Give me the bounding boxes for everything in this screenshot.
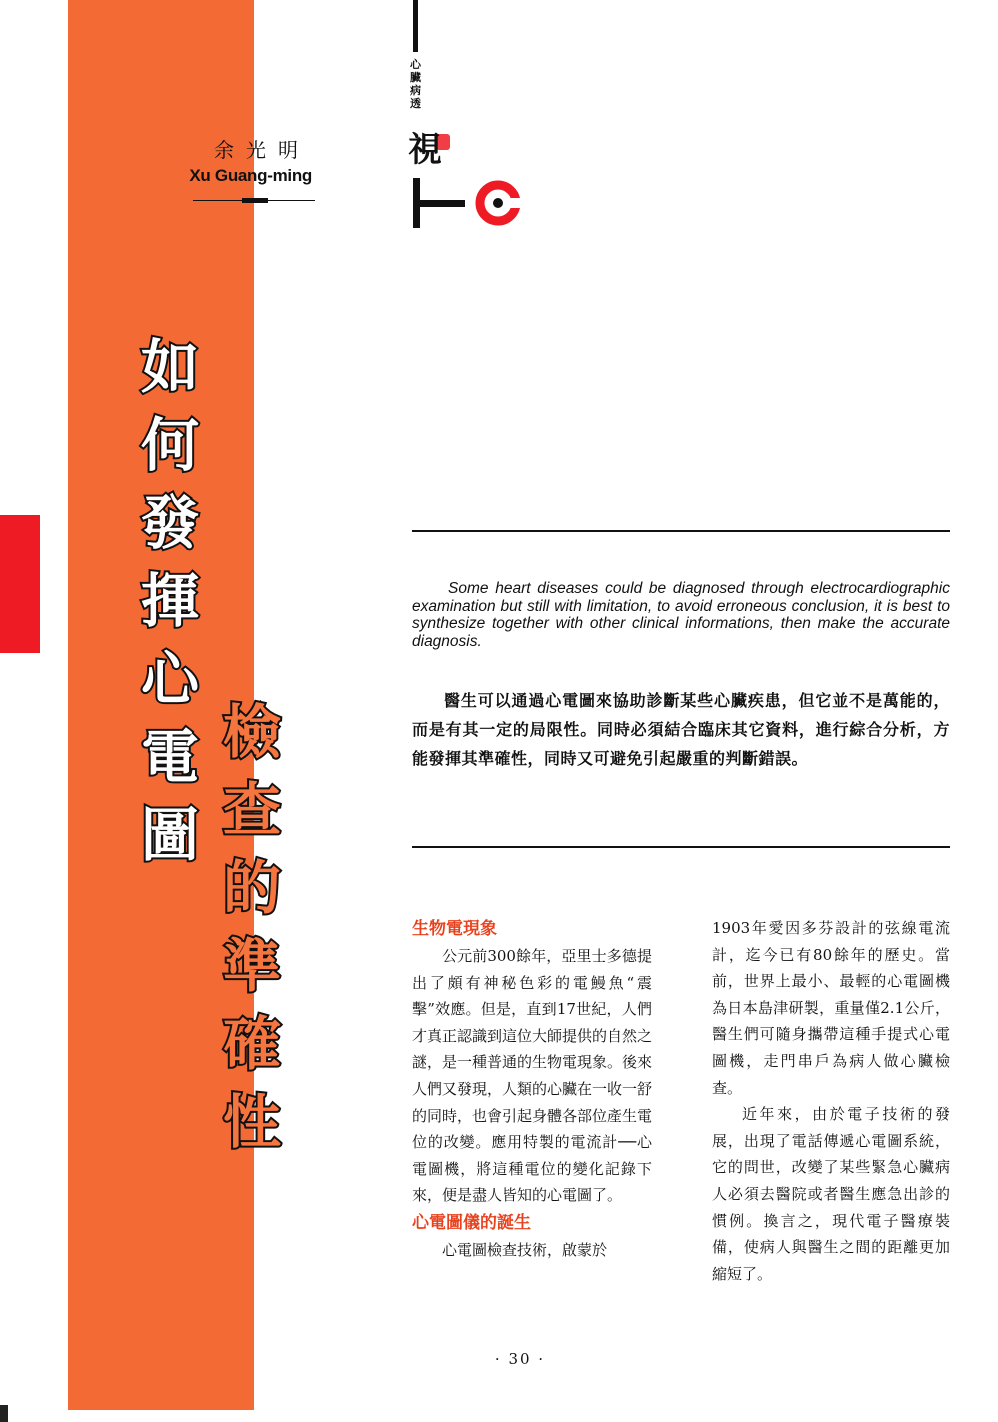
body-column-right bbox=[712, 915, 950, 1287]
title-char: 心 bbox=[140, 645, 199, 713]
hc-logo-icon bbox=[410, 178, 520, 228]
title-char: 確 bbox=[222, 1010, 281, 1078]
title-char: 揮 bbox=[140, 567, 199, 635]
title-char: 發 bbox=[140, 489, 199, 557]
title-char: 的 bbox=[222, 854, 281, 922]
column-logo-bar bbox=[413, 0, 418, 52]
title-char: 性 bbox=[222, 1088, 281, 1156]
title-char: 檢 bbox=[222, 698, 281, 766]
body-column-left bbox=[412, 915, 652, 1264]
section-paragraph: 近年來，由於電子技術的發展，出現了電話傳遞心電圖系統，它的問世，改變了某些緊急心臟病人必須去醫院或者醫生應急出診的慣例。換言之，現代電子醫療裝備，使病人與醫生之間的距離更加縮短了。 bbox=[712, 1105, 950, 1283]
section-paragraph: 公元前300餘年，亞里士多德提出了頗有神秘色彩的電鰻魚“震擊”效應。但是，直到17世紀，人們才真正認識到這位大師提供的自然之謎，是一種普通的生物電現象。後來人們又發現，人類的心臟在一收一舒的同時，也會引起身體各部位產生電位的改變。應用特製的電流計──心電圖機，將這種電位的變化記錄下來，便是盡人皆知的心電圖了。 bbox=[412, 947, 653, 1205]
page-edge-mark bbox=[0, 1405, 8, 1422]
section-paragraph: 心電圖檢查技術，啟蒙於 bbox=[442, 1240, 608, 1259]
author-name-english: Xu Guang-ming bbox=[189, 166, 312, 185]
abstract-english: Some heart diseases could be diagnosed through electrocardiographic examination but still with limitation, to avoid erroneous conclusion, it is best to synthesize together with other clinical informations, then make the accurate diagnosis. bbox=[412, 580, 950, 650]
column-name-big-char: 視 bbox=[408, 130, 442, 170]
red-edge-tab bbox=[0, 515, 40, 653]
author-underline-accent bbox=[242, 198, 268, 203]
abstract-bottom-rule bbox=[412, 846, 950, 848]
title-char: 查 bbox=[222, 776, 281, 844]
title-char: 如 bbox=[140, 333, 199, 401]
abstract-chinese: 醫生可以通過心電圖來協助診斷某些心臟疾患，但它並不是萬能的，而是有其一定的局限性。同時必須結合臨床其它資料，進行綜合分析，方能發揮其準確性，同時又可避免引起嚴重的判斷錯誤。 bbox=[412, 691, 950, 768]
section-paragraph: 1903年愛因多芬設計的弦線電流計，迄今已有80餘年的歷史。當前，世界上最小、最輕的心電圖機為日本島津研製，重量僅2.1公斤，醫生們可隨身攜帶這種手提式心電圖機，走門串戶為病人做心臟檢查。 bbox=[712, 919, 950, 1097]
title-char: 圖 bbox=[140, 801, 199, 869]
column-name: 心臟病透 bbox=[410, 58, 421, 110]
author-name-chinese: 余光明 bbox=[214, 138, 310, 162]
abstract-top-rule bbox=[412, 530, 950, 532]
section-heading-bioelectric: 生物電現象 bbox=[412, 919, 497, 939]
title-char: 何 bbox=[140, 411, 199, 479]
title-char: 準 bbox=[222, 932, 281, 1000]
title-char: 電 bbox=[140, 723, 199, 791]
page-number: · 30 · bbox=[494, 1350, 546, 1368]
section-heading-ecg-birth: 心電圖儀的誕生 bbox=[412, 1212, 531, 1233]
